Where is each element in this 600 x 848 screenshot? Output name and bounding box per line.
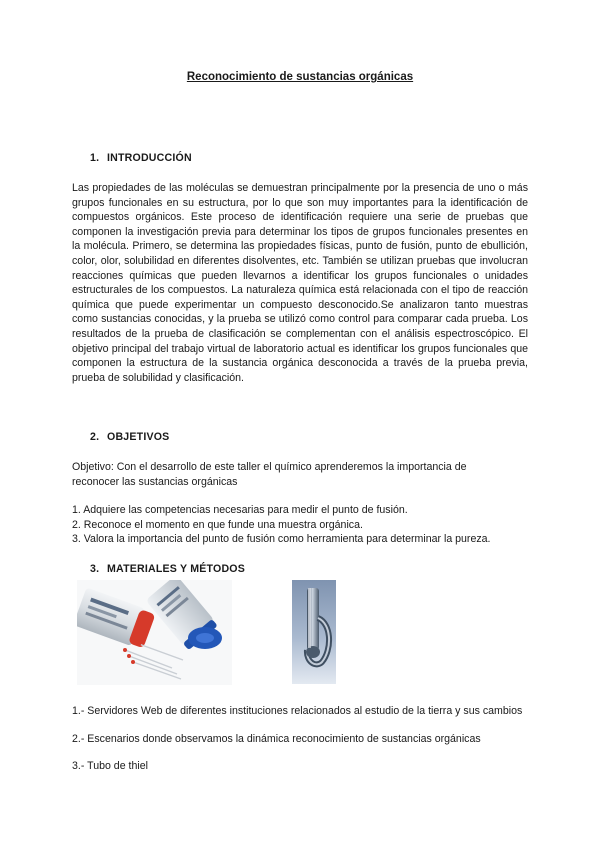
list-item: 3. Valora la importancia del punto de fusión como herramienta para determinar la pureza. bbox=[72, 533, 491, 546]
materials-list bbox=[72, 704, 528, 774]
intro-paragraph: Las propiedades de las moléculas se demuestran principalmente por la presencia de uno o más grupos funcionales en su estructura, por lo que son muy importantes para la identificación de compuestos orgánicos. Este proceso de identificación requiere una serie de pruebas que componen la investigación previa para determinar los tipos de grupos funcionales presentes en la molécula. Primero, se determina las propiedades físicas, punto de fusión, punto de ebullición, color, olor, solubilidad en diferentes disolventes, etc. También se utilizan pruebas que involucran reacciones químicas que pueden llevarnos a identificar los grupos funcionales o unidades estructurales de los compuestos. La naturaleza química está relacionada con el tipo de reacción química que puede experimentar un compuesto desconocido.Se analizaron tanto muestras como sustancias conocidas, y la prueba se utilizó como control para comparar cada prueba. Los resultados de la prueba de clasificación se complementan con el análisis espectroscópico. El objetivo principal del trabajo virtual de laboratorio actual es identificar los grupos funcionales que componen la estructura de la sustancia orgánica desconocida a través de la prueba previa, prueba de solubilidad y clasificación. bbox=[72, 182, 528, 384]
section-title: OBJETIVOS bbox=[107, 431, 170, 443]
capillary-tubes-image bbox=[77, 580, 232, 685]
section-number: 1. bbox=[90, 152, 100, 164]
section-heading-objetivos bbox=[90, 431, 169, 443]
list-item: 3.- Tubo de thiel bbox=[72, 760, 148, 773]
thiele-tube-illustration bbox=[292, 580, 336, 684]
section-title: MATERIALES Y MÉTODOS bbox=[107, 563, 246, 575]
section-number: 3. bbox=[90, 563, 100, 575]
document-title: Reconocimiento de sustancias orgánicas bbox=[186, 71, 414, 83]
capillary-tubes-illustration bbox=[77, 580, 232, 685]
section-heading-materiales bbox=[90, 563, 245, 575]
objectives-list bbox=[72, 503, 528, 547]
list-item: 2. Reconoce el momento en que funde una muestra orgánica. bbox=[72, 518, 363, 531]
objective-text: Objetivo: Con el desarrollo de este taller el químico aprenderemos la importancia de reconocer las sustancias orgánicas bbox=[72, 461, 467, 488]
section-title: INTRODUCCIÓN bbox=[107, 152, 192, 164]
section-heading-introduccion bbox=[90, 152, 192, 164]
thiele-tube-image bbox=[292, 580, 336, 684]
list-item: 1. Adquiere las competencias necesarias para medir el punto de fusión. bbox=[72, 504, 408, 516]
list-item: 2.- Escenarios donde observamos la dinámica reconocimiento de sustancias orgánicas bbox=[72, 732, 481, 745]
list-item: 1.- Servidores Web de diferentes instituciones relacionados al estudio de la tierra y sus cambios bbox=[72, 705, 523, 717]
section-number: 2. bbox=[90, 431, 100, 443]
